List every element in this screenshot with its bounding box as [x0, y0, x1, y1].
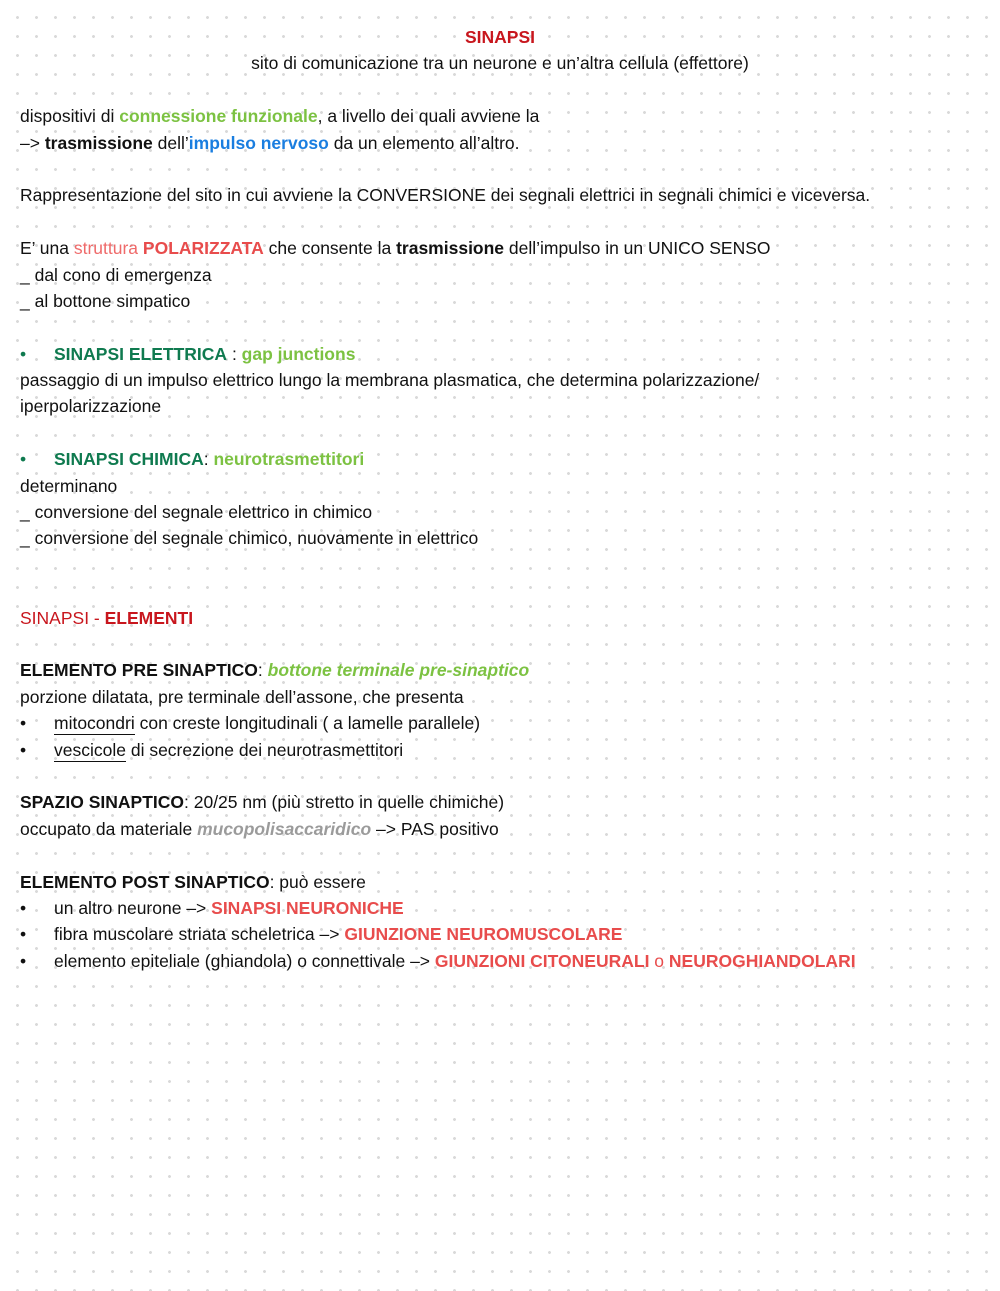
electric-heading	[20, 341, 980, 367]
electric-title: SINAPSI ELETTRICA	[54, 343, 228, 364]
pre-bullet-1	[20, 710, 980, 736]
electric-line-2: iperpolarizzazione	[20, 396, 162, 417]
post-bullet-3	[20, 948, 980, 974]
chemical-title: SINAPSI CHIMICA	[54, 449, 204, 470]
intro-line-1	[20, 103, 980, 129]
pre-line-1: porzione dilatata, pre terminale dell’assone, che presenta	[20, 686, 464, 707]
space-text: –> PAS positivo	[371, 818, 499, 839]
bullet-icon: •	[20, 897, 27, 918]
bullet-text: fibra muscolare striata scheletrica –>	[54, 924, 345, 945]
bullet-icon: •	[20, 449, 27, 470]
polar-text: che consente la	[263, 238, 397, 259]
pre-heading	[20, 657, 980, 683]
chemical-heading	[20, 446, 980, 472]
underlined-term-mitocondri: mitocondri	[54, 713, 135, 734]
separator: :	[257, 660, 268, 681]
conversion-line: Rappresentazione del sito in cui avviene la CONVERSIONE dei segnali elettrici in segnali chimici e viceversa.	[20, 185, 871, 206]
post-bullet-2	[20, 921, 980, 947]
polar-struttura: struttura	[73, 238, 143, 259]
space-text: occupato da materiale	[20, 818, 198, 839]
bullet-icon: •	[20, 713, 27, 734]
note-page	[20, 24, 980, 974]
pre-bullet-2	[20, 737, 980, 763]
keyword-trasmissione: trasmissione	[396, 238, 505, 259]
post-heading	[20, 869, 980, 895]
page-subtitle: sito di comunicazione tra un neurone e un’altra cellula (effettore)	[251, 53, 749, 74]
intro-text: da un elemento all’altro.	[328, 132, 520, 153]
keyword-neuroghiandolari: NEUROGHIANDOLARI	[668, 950, 856, 971]
polar-line-3: _ al bottone simpatico	[20, 290, 191, 311]
space-heading	[20, 789, 980, 815]
keyword-giunzione-neuromuscolare: GIUNZIONE NEUROMUSCOLARE	[344, 924, 623, 945]
keyword-impulso: impulso nervoso	[188, 132, 329, 153]
space-title: SPAZIO SINAPTICO	[20, 792, 184, 813]
bullet-icon: •	[20, 739, 27, 760]
intro-text: , a livello dei quali avviene la	[317, 106, 540, 127]
space-text: : 20/25 nm (più stretto in quelle chimiche)	[184, 792, 505, 813]
intro-line-2	[20, 130, 980, 156]
pre-title: ELEMENTO PRE SINAPTICO	[20, 660, 258, 681]
post-bullet-1	[20, 895, 980, 921]
chemical-line-1: determinano	[20, 475, 118, 496]
polar-line-2: _ dal cono di emergenza	[20, 264, 212, 285]
pre-subtitle: bottone terminale pre-sinaptico	[267, 660, 530, 681]
bullet-text: di secrezione dei neurotrasmettitori	[125, 739, 404, 760]
bullet-text: elemento epiteliale (ghiandola) o connettivale –>	[54, 950, 435, 971]
chemical-line-2: _ conversione del segnale elettrico in chimico	[20, 502, 373, 523]
intro-text: dispositivi di	[20, 106, 120, 127]
bullet-text: un altro neurone –>	[54, 897, 212, 918]
keyword-mucopolisaccaridico: mucopolisaccaridico	[197, 818, 372, 839]
post-text: : può essere	[269, 871, 366, 892]
keyword-connessione: connessione funzionale	[119, 106, 318, 127]
arrow-text: –>	[20, 132, 45, 153]
underlined-term-vescicole: vescicole	[54, 739, 126, 760]
chemical-line-3: _ conversione del segnale chimico, nuovamente in elettrico	[20, 528, 479, 549]
section-heading-elementi-label: ELEMENTI	[104, 607, 194, 628]
section-heading-prefix: SINAPSI -	[20, 607, 105, 628]
connector-text: o	[649, 950, 669, 971]
separator: :	[203, 449, 214, 470]
chemical-subtitle: neurotrasmettitori	[213, 449, 365, 470]
separator: :	[227, 343, 242, 364]
keyword-trasmissione: trasmissione	[44, 132, 153, 153]
space-line-2	[20, 816, 980, 842]
page-title: SINAPSI	[464, 27, 536, 47]
section-heading-elementi	[20, 605, 980, 631]
bullet-icon: •	[20, 343, 27, 364]
polar-line-1	[20, 235, 980, 261]
keyword-giunzioni-citoneurali: GIUNZIONI CITONEURALI	[434, 950, 650, 971]
keyword-polarizzata: POLARIZZATA	[142, 238, 264, 259]
polar-text: E’ una	[20, 238, 74, 259]
bullet-icon: •	[20, 924, 27, 945]
bullet-icon: •	[20, 950, 27, 971]
post-title: ELEMENTO POST SINAPTICO	[20, 871, 270, 892]
polar-text: dell’impulso in un UNICO SENSO	[504, 238, 771, 259]
electric-subtitle: gap junctions	[241, 343, 356, 364]
bullet-text: con creste longitudinali ( a lamelle parallele)	[134, 713, 481, 734]
keyword-sinapsi-neuroniche: SINAPSI NEURONICHE	[211, 897, 404, 918]
intro-text: dell’	[152, 132, 189, 153]
electric-line-1: passaggio di un impulso elettrico lungo la membrana plasmatica, che determina polarizzazione/	[20, 370, 760, 391]
